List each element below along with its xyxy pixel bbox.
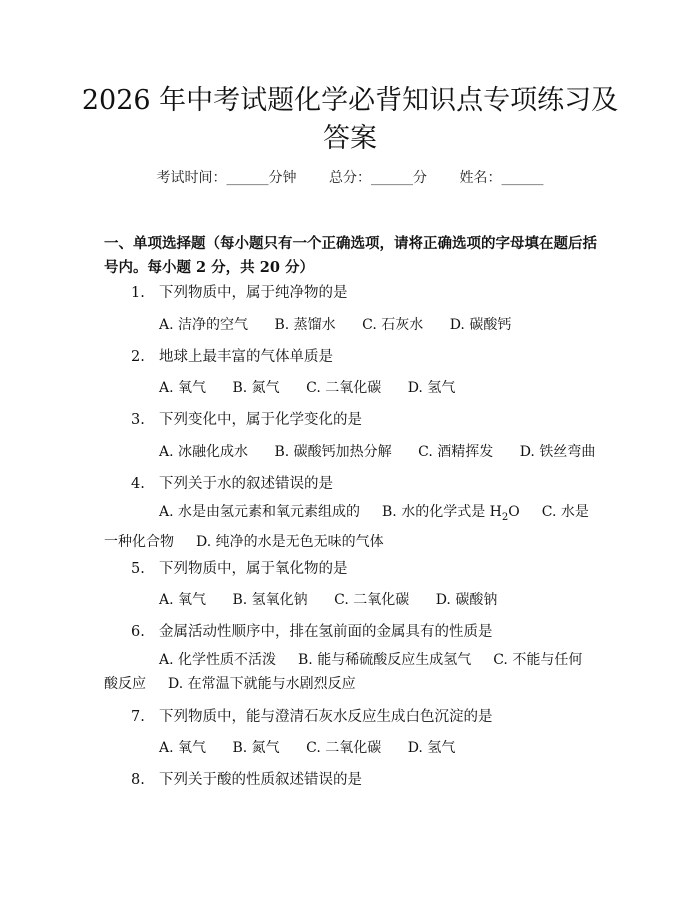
question-7-options xyxy=(159,737,477,757)
question-3-options xyxy=(159,441,595,461)
question-2 xyxy=(131,345,333,366)
option-b: B. 氮气 xyxy=(232,740,280,756)
question-number: 6. xyxy=(131,624,145,640)
option-d: D. 在常温下就能与水剧烈反应 xyxy=(168,676,356,692)
option-c: C. 酒精挥发 xyxy=(418,444,494,460)
question-number: 7. xyxy=(131,709,145,725)
option-d: D. 纯净的水是无色无味的气体 xyxy=(196,533,384,550)
question-5 xyxy=(131,557,348,578)
question-number: 4. xyxy=(131,476,145,492)
total-score-field: 总分：______分 xyxy=(329,170,427,186)
question-text: 下列关于水的叙述错误的是 xyxy=(159,476,333,492)
option-c: C. 二氧化碳 xyxy=(306,740,382,756)
student-name-field: 姓名：______ xyxy=(459,170,544,186)
option-b xyxy=(382,504,520,523)
option-a: A. 氧气 xyxy=(159,592,207,608)
question-number: 5. xyxy=(131,561,145,577)
option-a: A. 冰融化成水 xyxy=(159,444,249,460)
option-b-text: B. 水的化学式是 H xyxy=(382,504,502,520)
option-d: D. 铁丝弯曲 xyxy=(519,444,596,460)
page-title xyxy=(60,82,640,158)
question-text: 下列物质中，能与澄清石灰水反应生成白色沉淀的是 xyxy=(159,709,493,725)
question-text: 下列关于酸的性质叙述错误的是 xyxy=(159,772,362,788)
question-number: 3. xyxy=(131,412,145,428)
question-1 xyxy=(131,281,348,302)
question-number: 2. xyxy=(131,349,145,365)
question-3 xyxy=(131,408,362,429)
option-a: A. 氧气 xyxy=(159,740,207,756)
option-b: B. 氢氧化钠 xyxy=(232,592,308,608)
question-6-options xyxy=(104,648,590,696)
question-2-options xyxy=(159,377,477,397)
question-6 xyxy=(131,620,493,641)
option-b: B. 碳酸钙加热分解 xyxy=(274,444,392,460)
question-8 xyxy=(131,768,362,789)
option-d: D. 氢气 xyxy=(407,740,456,756)
question-7 xyxy=(131,705,493,726)
option-c: C. 二氧化碳 xyxy=(306,380,382,396)
subscript-2: 2 xyxy=(501,511,509,523)
option-a: A. 洁净的空气 xyxy=(159,317,249,333)
section-heading: 一、单项选择题（每小题只有一个正确选项，请将正确选项的字母填在题后括号内。每小题 2 分，共 20 分） xyxy=(104,235,597,276)
option-d: D. 氢气 xyxy=(407,380,456,396)
option-b: B. 能与稀硫酸反应生成氢气 xyxy=(298,652,472,668)
question-4 xyxy=(131,472,333,493)
question-number: 1. xyxy=(131,285,145,301)
question-text: 金属活动性顺序中，排在氢前面的金属具有的性质是 xyxy=(159,624,493,640)
title-line-2: 答案 xyxy=(323,123,377,154)
exam-time-field: 考试时间：______分钟 xyxy=(156,170,297,186)
option-d: D. 碳酸钠 xyxy=(435,592,498,608)
question-5-options xyxy=(159,589,519,609)
option-c: C. 二氧化碳 xyxy=(334,592,410,608)
question-text: 地球上最丰富的气体单质是 xyxy=(159,349,333,365)
question-1-options xyxy=(159,314,533,334)
option-a: A. 氧气 xyxy=(159,380,207,396)
question-text: 下列物质中，属于纯净物的是 xyxy=(159,285,348,301)
option-a: A. 化学性质不活泼 xyxy=(159,652,277,668)
option-b: B. 蒸馏水 xyxy=(274,317,336,333)
option-d: D. 碳酸钙 xyxy=(449,317,512,333)
option-c: C. 不能与任何酸反应 xyxy=(104,652,583,692)
question-4-options xyxy=(104,500,590,554)
exam-info-line xyxy=(0,167,700,187)
question-text: 下列物质中，属于氧化物的是 xyxy=(159,561,348,577)
option-a: A. 水是由氢元素和氧元素组成的 xyxy=(159,504,361,520)
title-line-1: 2026 年中考试题化学必背知识点专项练习及 xyxy=(81,85,619,116)
option-c: C. 石灰水 xyxy=(362,317,424,333)
question-number: 8. xyxy=(131,772,145,788)
option-b: B. 氮气 xyxy=(232,380,280,396)
option-c: C. 水是一种化合物 xyxy=(104,504,589,550)
option-b-text-end: O xyxy=(508,504,520,520)
question-text: 下列变化中，属于化学变化的是 xyxy=(159,412,362,428)
